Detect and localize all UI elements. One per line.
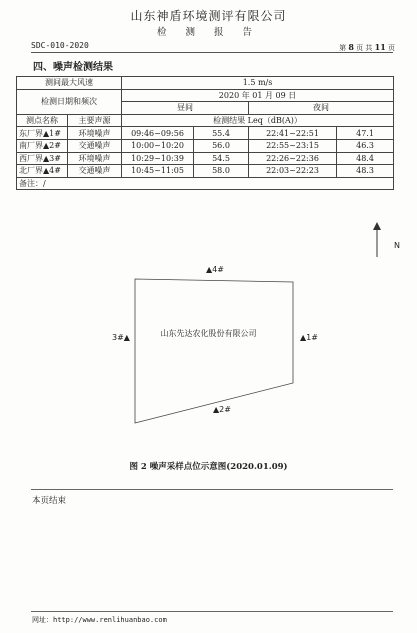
footer-divider bbox=[31, 611, 393, 612]
night-value: 47.1 bbox=[337, 127, 394, 140]
day-time: 10:29~10:39 bbox=[122, 152, 194, 165]
page-prefix: 第 bbox=[339, 44, 347, 52]
report-title: 检 测 报 告 bbox=[156, 27, 261, 38]
col-result-header: 检测结果 Leq（dB(A)） bbox=[122, 114, 394, 127]
noise-source: 交通噪声 bbox=[68, 165, 122, 178]
date-value: 2020 年 01 月 09 日 bbox=[122, 89, 394, 102]
point-name: 南厂界▲2# bbox=[17, 139, 68, 152]
day-value: 55.4 bbox=[194, 127, 249, 140]
point-2-marker: ▲2# bbox=[213, 405, 231, 414]
day-time: 10:45~11:05 bbox=[122, 165, 194, 178]
point-name: 东厂界▲1# bbox=[17, 127, 68, 140]
wind-label: 测间最大风速 bbox=[17, 77, 122, 90]
day-label: 昼间 bbox=[122, 102, 249, 115]
day-value: 54.5 bbox=[194, 152, 249, 165]
page-suffix: 页 bbox=[388, 44, 395, 52]
night-time: 22:55~23:15 bbox=[249, 139, 337, 152]
noise-source: 环境噪声 bbox=[68, 127, 122, 140]
website-link[interactable]: 网址：http://www.renlihuanbao.com bbox=[32, 616, 167, 624]
night-value: 48.4 bbox=[337, 152, 394, 165]
noise-source: 环境噪声 bbox=[68, 152, 122, 165]
page-mid: 页 共 bbox=[356, 44, 373, 52]
day-value: 58.0 bbox=[194, 165, 249, 178]
site-name: 山东先达农化股份有限公司 bbox=[160, 329, 257, 338]
company-name: 山东神盾环境测评有限公司 bbox=[130, 9, 287, 23]
section-title: 四、噪声检测结果 bbox=[33, 62, 113, 73]
wind-value: 1.5 m/s bbox=[122, 77, 394, 90]
point-name: 北厂界▲4# bbox=[17, 165, 68, 178]
night-value: 48.3 bbox=[337, 165, 394, 178]
remark: 备注：/ bbox=[17, 177, 394, 190]
point-name: 西厂界▲3# bbox=[17, 152, 68, 165]
page-current: 8 bbox=[348, 42, 354, 52]
end-of-page-text: 本页结束 bbox=[32, 496, 67, 506]
end-divider bbox=[31, 489, 393, 490]
point-1-marker: ▲1# bbox=[300, 333, 318, 342]
night-label: 夜间 bbox=[249, 102, 394, 115]
col-source-header: 主要声源 bbox=[68, 114, 122, 127]
night-time: 22:26~22:36 bbox=[249, 152, 337, 165]
date-label: 检测日期和频次 bbox=[17, 89, 122, 114]
night-time: 22:41~22:51 bbox=[249, 127, 337, 140]
day-time: 09:46~09:56 bbox=[122, 127, 194, 140]
day-value: 56.0 bbox=[194, 139, 249, 152]
col-point-header: 测点名称 bbox=[17, 114, 68, 127]
night-value: 46.3 bbox=[337, 139, 394, 152]
day-time: 10:00~10:20 bbox=[122, 139, 194, 152]
point-3-marker: 3#▲ bbox=[112, 333, 130, 342]
page-total: 11 bbox=[374, 42, 386, 52]
night-time: 22:03~22:23 bbox=[249, 165, 337, 178]
north-label: N bbox=[394, 241, 400, 250]
document-number: SDC-010-2020 bbox=[31, 41, 89, 50]
noise-source: 交通噪声 bbox=[68, 139, 122, 152]
point-4-marker: ▲4# bbox=[206, 265, 224, 274]
figure-caption: 图 2 噪声采样点位示意图(2020.01.09) bbox=[129, 462, 288, 472]
